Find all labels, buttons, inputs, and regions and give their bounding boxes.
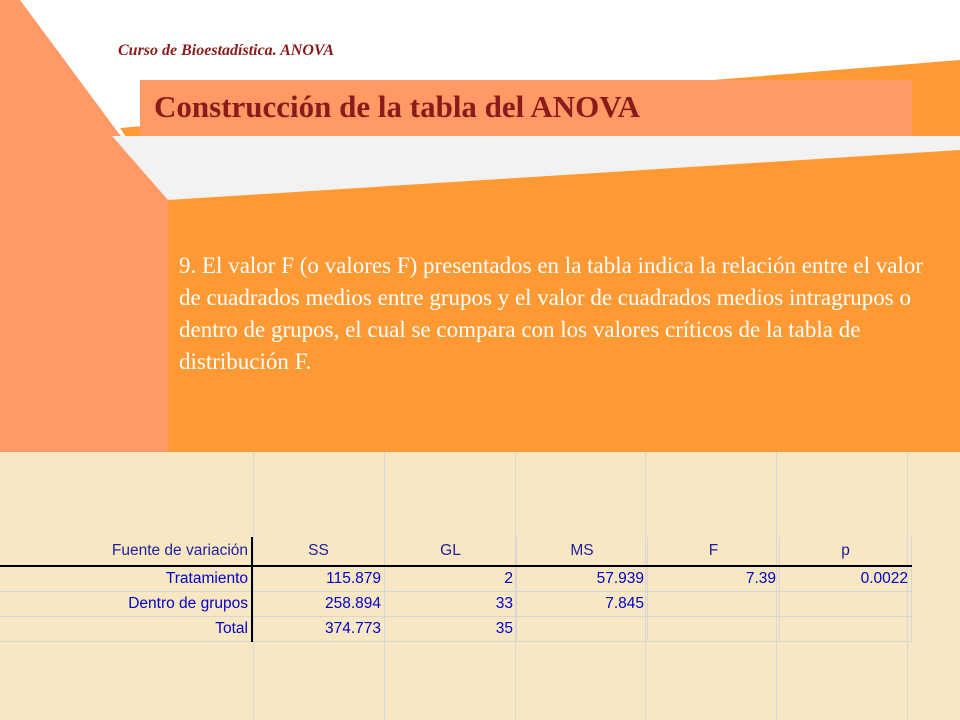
- header-ms: MS: [517, 537, 648, 566]
- row-source: Total: [0, 617, 252, 642]
- row-f: 7.39: [648, 566, 780, 592]
- row-gl: 2: [385, 566, 517, 592]
- row-p: [780, 617, 912, 642]
- header-source: Fuente de variación: [0, 537, 252, 566]
- row-ss: 374.773: [252, 617, 385, 642]
- explanation-paragraph: 9. El valor F (o valores F) presentados en la tabla indica la relación entre el valor de cuadrados medios entre grupos y el valor de cuadrados medios intragrupos o dentro de grupos, el cual se compara con los valores críticos de la tabla de distribución F.: [179, 253, 924, 374]
- row-f: [648, 617, 780, 642]
- row-ss: 115.879: [252, 566, 385, 592]
- table-header-row: [0, 537, 912, 566]
- row-source: Tratamiento: [0, 566, 252, 592]
- course-label: Curso de Bioestadística. ANOVA: [118, 42, 335, 59]
- spreadsheet-area: [0, 452, 960, 720]
- row-p: 0.0022: [780, 566, 912, 592]
- row-ms: 7.845: [517, 592, 648, 617]
- header-gl: GL: [385, 537, 517, 566]
- header-p: p: [780, 537, 912, 566]
- row-ms: 57.939: [517, 566, 648, 592]
- row-f: [648, 592, 780, 617]
- table-row: [0, 617, 912, 642]
- row-gl: 33: [385, 592, 517, 617]
- slide-title: Construcción de la tabla del ANOVA: [154, 89, 640, 124]
- header-ss: SS: [252, 537, 385, 566]
- table-row: [0, 566, 912, 592]
- row-ms: [517, 617, 648, 642]
- row-ss: 258.894: [252, 592, 385, 617]
- row-p: [780, 592, 912, 617]
- anova-table: [0, 537, 912, 642]
- row-source: Dentro de grupos: [0, 592, 252, 617]
- row-gl: 35: [385, 617, 517, 642]
- header-f: F: [648, 537, 780, 566]
- table-row: [0, 592, 912, 617]
- left-salmon-shape: [0, 0, 168, 452]
